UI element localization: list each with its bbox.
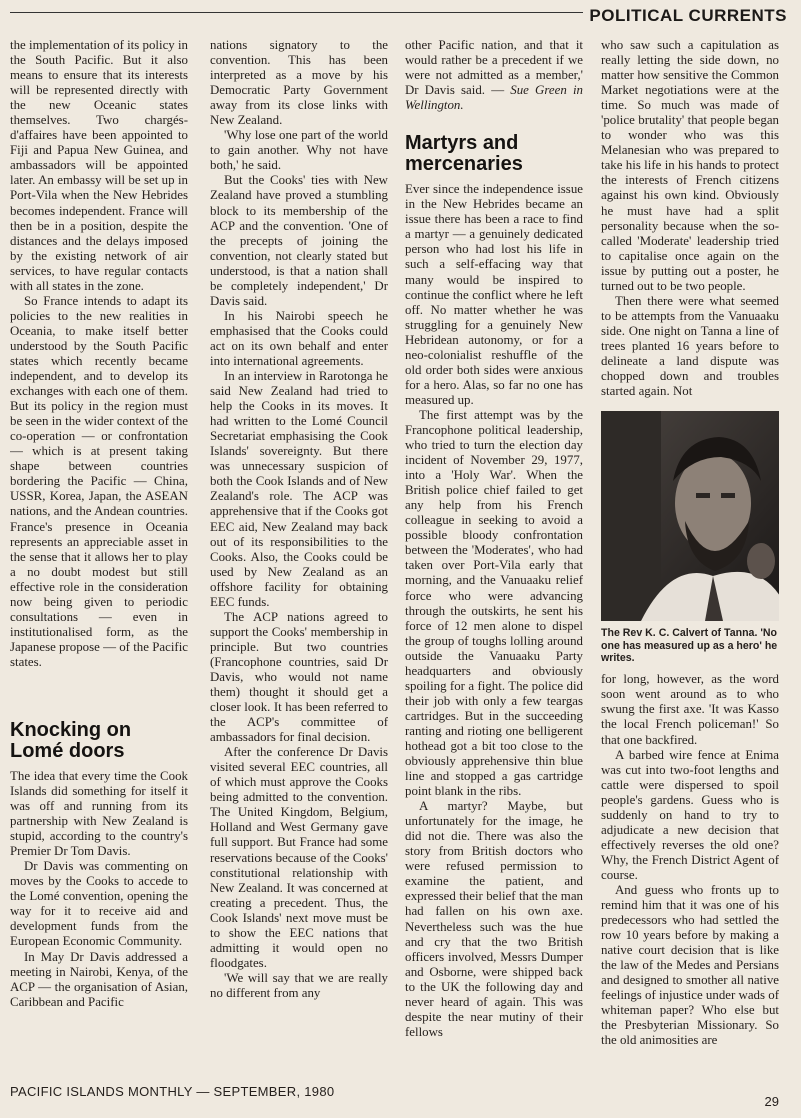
paragraph: Ever since the independence issue in the New Hebrides became an issue there has been a race to find a martyr — a genuinely dedicated person who had lost his life in such a self-effacing way that many would be inspired to continue the conflict where he left off. No matter whether he was struggling for a genuinely New Hebridean autonomy, or for a neo-colonialist reshuffle of the old order both sides were anxious for a hero. Alas, so far no one has measured up. xyxy=(405,182,583,407)
portrait-photo xyxy=(601,411,779,621)
column-1 xyxy=(10,38,188,1076)
paragraph: In his Nairobi speech he emphasised that the Cooks could act on its own behalf and enter into international agreements. xyxy=(210,308,388,368)
article-heading-lome: Knocking on Lomé doors xyxy=(10,718,132,762)
paragraph: for long, however, as the word soon went around as to who swung the first axe. 'It was Kasso the local French policeman!' So that one backfired. xyxy=(601,672,779,747)
column-2 xyxy=(210,38,388,1076)
paragraph: In May Dr Davis addressed a meeting in Nairobi, Kenya, of the ACP — the organisation of Asian, Caribbean and Pacific xyxy=(10,949,188,1009)
paragraph: Then there were what seemed to be attempts from the Vanuaaku side. One night on Tanna a line of trees planted 16 years before to delineate a land dispute was chopped down and troubles started again. Not xyxy=(601,293,779,399)
lead-text: other Pacific nation, and that it would rather be a precedent if we were not admitted as a member,' Dr Davis said. — xyxy=(405,38,583,98)
column-4 xyxy=(601,38,779,1076)
paragraph: The idea that every time the Cook Islands did something for itself it was off and running from its partnership with New Zealand is stupid, according to the country's Premier Dr Tom Davis. xyxy=(10,768,188,859)
section-title: POLITICAL CURRENTS xyxy=(583,6,787,26)
portrait-image-icon xyxy=(601,411,779,621)
byline: Sue Green in Wellington. xyxy=(405,83,583,113)
paragraph: A barbed wire fence at Enima was cut into two-foot lengths and cattle were dispersed to spoil people's gardens. Guess who is suddenly on hand to try to adjudicate a new decision that effectively reverses the old one? Why, the French District Agent of course. xyxy=(601,747,779,882)
page-number: 29 xyxy=(764,1094,779,1109)
paragraph: In an interview in Rarotonga he said New Zealand had tried to help the Cooks in its moves. It had written to the Lomé Council Secretariat emphasising the Cook Islands' sovereignty. But there was unnecessary suspicion of both the Cook Islands and of New Zealand's role. The ACP was apprehensive that if the Cooks got EEC aid, New Zealand may back out of its responsibilities to the Cooks. Also, the Cooks could be used by New Zealand as an offshore facility for obtaining EEC funds. xyxy=(210,369,388,609)
paragraph: who saw such a capitulation as really letting the side down, no matter how sensitive the Common Market negotiations were at the time. So much was made of 'police brutality' that people began to wonder who was this Melanesian who was prepared to take his life in his hands to protect the interests of French citizens against his own kind. Obviously he must have had a split personality because when the so-called 'Moderate' leadership tried to capitalise once again on the issue by putting out a poster, he turned out to be two people. xyxy=(601,38,779,293)
paragraph: The ACP nations agreed to support the Cooks' membership in principle. But two countries (Francophone countries, said Dr Davis, who would not name them) thought it should get a closer look. It has been referred to the ACP's committee of ambassadors for final decision. xyxy=(210,609,388,745)
publication-footer: PACIFIC ISLANDS MONTHLY — SEPTEMBER, 1980 xyxy=(10,1084,335,1099)
paragraph: But the Cooks' ties with New Zealand have proved a stumbling block to its membership of the ACP and the convention. 'One of the precepts of joining the convention, not clearly stated but understood, is that a nation shall be completely independent,' Dr Davis said. xyxy=(210,173,388,308)
paragraph xyxy=(405,38,583,113)
paragraph: After the conference Dr Davis visited several EEC countries, all of which must approve the Cooks being admitted to the convention. The United Kingdom, Belgium, Holland and West Germany gave full support. But France had some reservations because of the Cooks' constitutional relationship with New Zealand. It was concerned at creating a precedent. Thus, the Cook Islands' next move must be to show the EEC nations that admitting it would open no floodgates. xyxy=(210,745,388,970)
paragraph: So France intends to adapt its policies to the new realities in Oceania, to make itself better understood by the South Pacific states which recently became independent, and to develop its exchanges with each one of them. But its policy in the region must be seen in the wider context of the co-operation — or confrontation — which is at present taking shape between countries bordering the Pacific — China, USSR, Korea, Japan, the ASEAN nations, and the Andean countries. France's presence in Oceania represents an appreciable asset in the sense that it allows her to play a no doubt modest but still effective role in the consideration now being given to periodic consultations — even in institutionalised form, as the Japanese propose — of the Pacific states. xyxy=(10,293,188,669)
paragraph: the implementation of its policy in the South Pacific. But it also means to ensure that its interests will be represented directly with the new Oceanic states themselves. Two chargés-d'affaires have been appointed to Fiji and Papua New Guinea, and ambassadors will be appointed later. An embassy will be set up in Port-Vila when the New Hebrides becomes independent. France will then be in a position, despite the distances and the delays imposed by the existing network of air services, to have regular contacts with all states in the zone. xyxy=(10,38,188,293)
paragraph: A martyr? Maybe, but unfortunately for the image, he did not die. There was also the story from British doctors who were refused permission to examine the patient, and expressed their belief that the man had fallen on his own axe. Nevertheless such was the hue and cry that the two British officers involved, Messrs Dumper and Osborne, were shipped back to the UK the following day and never heard of again. This was despite the near mutiny of their fellows xyxy=(405,799,583,1039)
paragraph: The first attempt was by the Francophone political leadership, who tried to turn the election day incident of November 29, 1977, into a 'Holy War'. When the British police chief failed to get any help from his French colleague in seeking to avoid a possible bloody confrontation between the 'Moderates', who had taken over Port-Vila early that morning, and the Vanuaaku relief force who were advancing through the outskirts, he sent his force of 12 men alone to dispel the group of toughs lolling around outside the Vanuaaku Party headquarters and obviously spoiling for a fight. The police did their job with only a few teargas cartridges. But in the succeeding ranting and rioting one belligerent hothead got a bit too close to the obviously apprehensive thin blue line and stopped a gas cartridge point blank in the ribs. xyxy=(405,407,583,799)
article-heading-martyrs: Martyrs and mercenaries xyxy=(405,132,523,176)
paragraph: 'Why lose one part of the world to gain another. Why not have both,' he said. xyxy=(210,128,388,173)
paragraph: Dr Davis was commenting on moves by the Cooks to accede to the Lomé convention, opening the way for it to receive aid and development funds from the European Economic Community. xyxy=(10,859,188,949)
paragraph: 'We will say that we are really no different from any xyxy=(210,970,388,1000)
paragraph: And guess who fronts up to remind him that it was one of his predecessors who had settled the row 10 years before by making a native court decision that is like the law of the Medes and Persians and designed to smother all native feelings of injustice under wads of whiteman paper? Who else but the Presbyterian Missionary. So the old animosities are xyxy=(601,883,779,1048)
column-3 xyxy=(405,38,583,1076)
photo-caption: The Rev K. C. Calvert of Tanna. 'No one has measured up as a hero' he writes. xyxy=(601,627,778,664)
paragraph: nations signatory to the convention. This has been interpreted as a move by his Democratic Party Government away from its close links with New Zealand. xyxy=(210,38,388,128)
